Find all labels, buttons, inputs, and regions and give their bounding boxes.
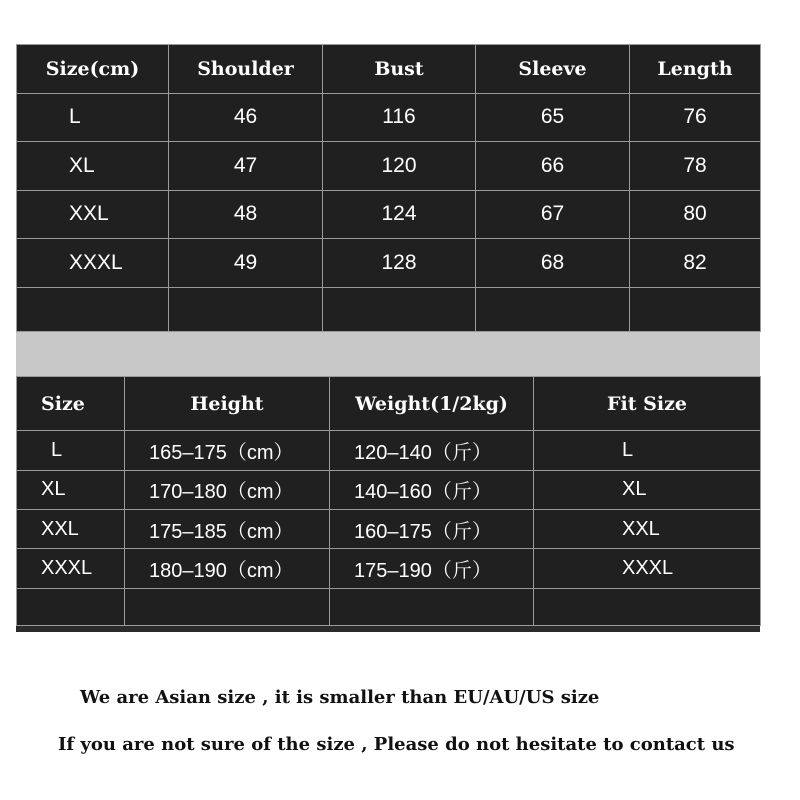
sleeve-cell: 66 — [476, 142, 630, 191]
weight-cell: 120–140（斤） — [330, 431, 534, 470]
size-cell: XXL — [17, 510, 125, 549]
empty-cell — [476, 287, 630, 332]
size-measurement-table — [16, 44, 761, 332]
bust-cell: 120 — [323, 142, 476, 191]
table-row — [17, 510, 761, 549]
height-cell: 180–190（cm） — [125, 549, 330, 588]
header-fit-size: Fit Size — [534, 377, 761, 431]
asian-size-note: We are Asian size , it is smaller than EU/AU/US size — [80, 687, 600, 708]
contact-note: If you are not sure of the size , Please do not hesitate to contact us — [58, 734, 735, 755]
shoulder-cell: 48 — [169, 190, 323, 239]
empty-cell — [330, 588, 534, 625]
table-row — [17, 470, 761, 509]
height-cell: 170–180（cm） — [125, 470, 330, 509]
header-weight: Weight(1/2kg) — [330, 377, 534, 431]
header-size: Size — [17, 377, 125, 431]
fit-size-cell: XXL — [534, 510, 761, 549]
empty-cell — [323, 287, 476, 332]
size-cell: XL — [17, 142, 169, 191]
table-row — [17, 239, 761, 288]
header-size-cm: Size(cm) — [17, 45, 169, 94]
length-cell: 76 — [630, 93, 761, 142]
size-cell: XL — [17, 470, 125, 509]
empty-row — [17, 287, 761, 332]
separator-band — [16, 332, 760, 376]
empty-cell — [17, 588, 125, 625]
empty-cell — [630, 287, 761, 332]
length-cell: 78 — [630, 142, 761, 191]
fit-size-cell: L — [534, 431, 761, 470]
table-row — [17, 431, 761, 470]
empty-cell — [17, 287, 169, 332]
weight-cell: 140–160（斤） — [330, 470, 534, 509]
bust-cell: 128 — [323, 239, 476, 288]
table-row — [17, 190, 761, 239]
size-cell: L — [17, 431, 125, 470]
length-cell: 80 — [630, 190, 761, 239]
fit-size-cell: XL — [534, 470, 761, 509]
header-length: Length — [630, 45, 761, 94]
size-cell: XXXL — [17, 239, 169, 288]
table-header-row — [17, 377, 761, 431]
empty-row — [17, 588, 761, 625]
shoulder-cell: 47 — [169, 142, 323, 191]
size-cell: XXXL — [17, 549, 125, 588]
header-shoulder: Shoulder — [169, 45, 323, 94]
fit-size-table — [16, 376, 761, 626]
bust-cell: 124 — [323, 190, 476, 239]
size-cell: L — [17, 93, 169, 142]
weight-cell: 160–175（斤） — [330, 510, 534, 549]
bust-cell: 116 — [323, 93, 476, 142]
shoulder-cell: 49 — [169, 239, 323, 288]
height-cell: 165–175（cm） — [125, 431, 330, 470]
table-row — [17, 549, 761, 588]
header-bust: Bust — [323, 45, 476, 94]
table-header-row — [17, 45, 761, 94]
sleeve-cell: 67 — [476, 190, 630, 239]
size-cell: XXL — [17, 190, 169, 239]
empty-cell — [534, 588, 761, 625]
length-cell: 82 — [630, 239, 761, 288]
table-bottom-strip — [16, 626, 760, 632]
table-row — [17, 142, 761, 191]
empty-cell — [125, 588, 330, 625]
sleeve-cell: 68 — [476, 239, 630, 288]
weight-cell: 175–190（斤） — [330, 549, 534, 588]
shoulder-cell: 46 — [169, 93, 323, 142]
empty-cell — [169, 287, 323, 332]
header-sleeve: Sleeve — [476, 45, 630, 94]
table-row — [17, 93, 761, 142]
height-cell: 175–185（cm） — [125, 510, 330, 549]
fit-size-cell: XXXL — [534, 549, 761, 588]
header-height: Height — [125, 377, 330, 431]
sleeve-cell: 65 — [476, 93, 630, 142]
